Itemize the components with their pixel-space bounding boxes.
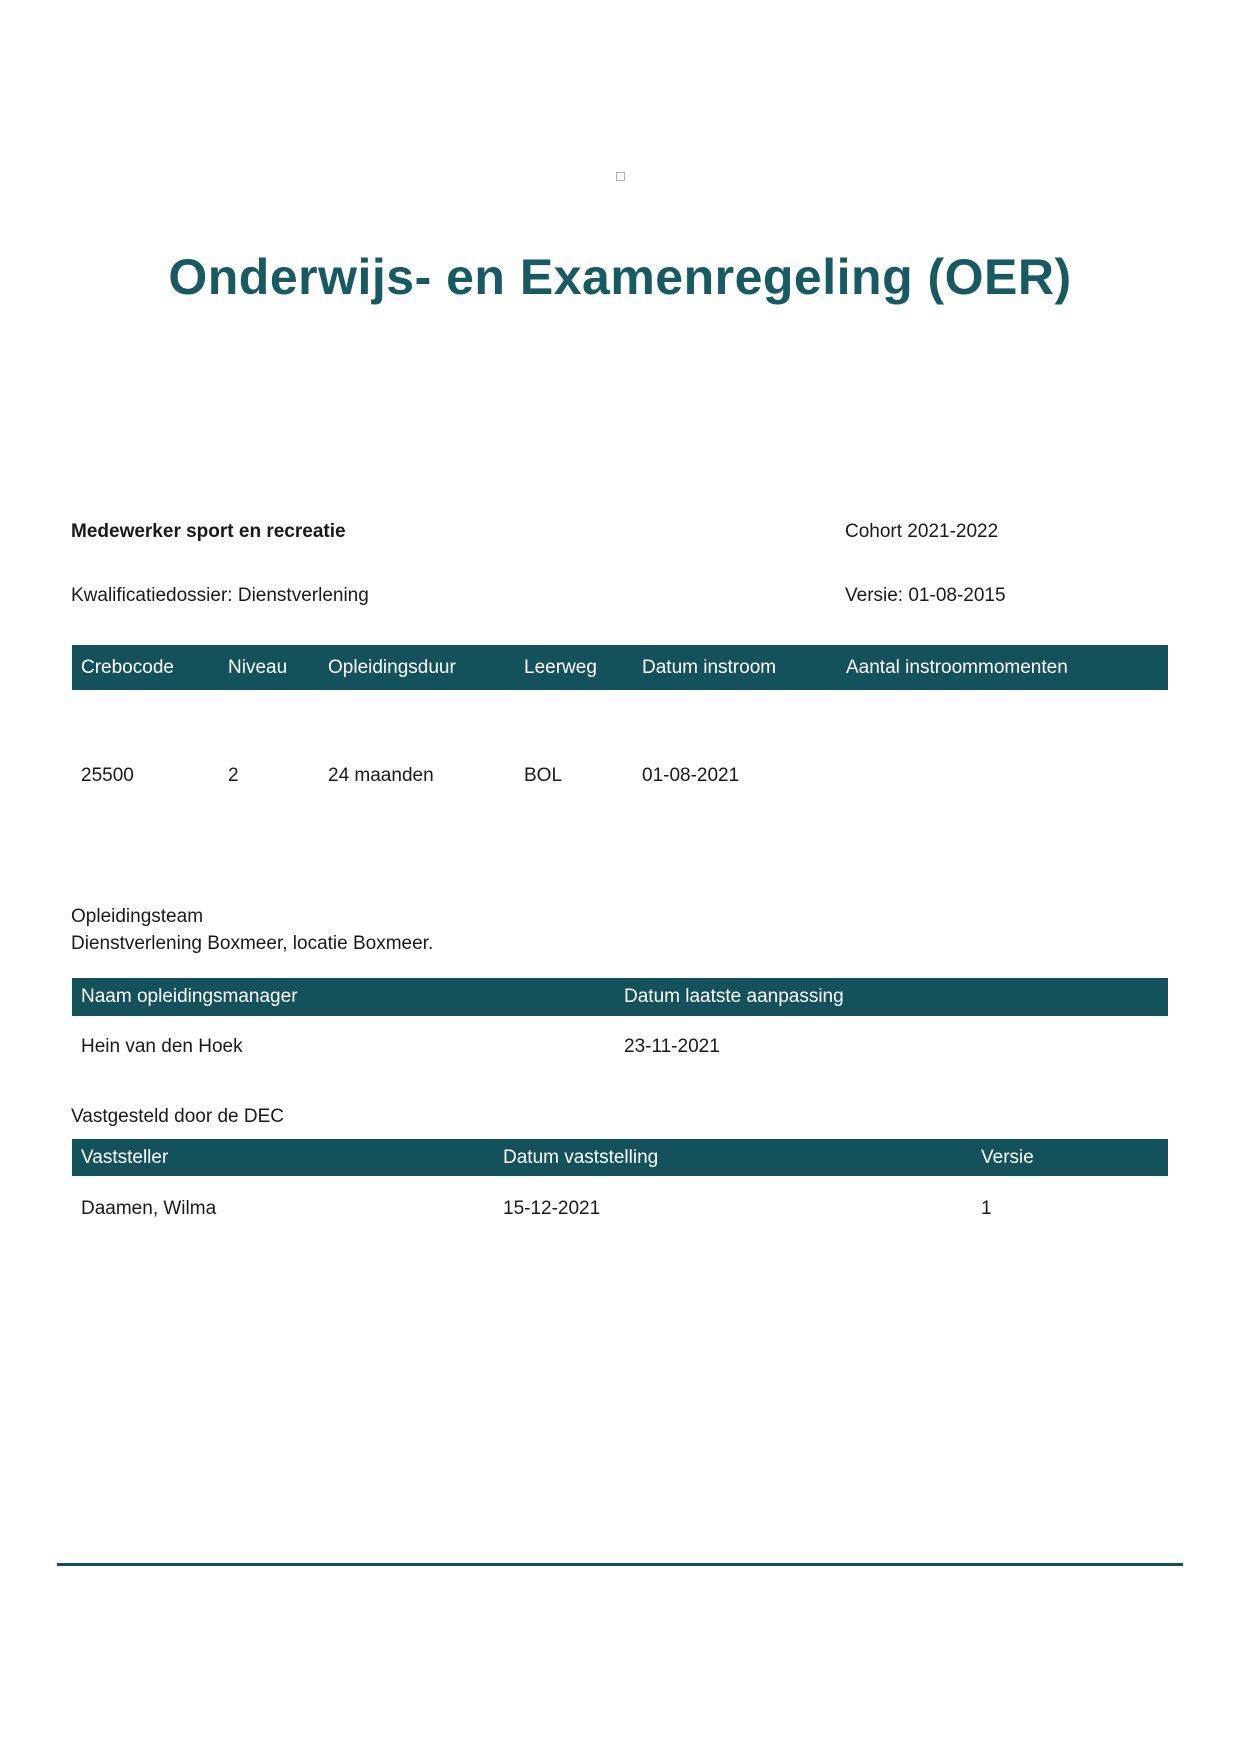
footer-divider	[57, 1563, 1183, 1566]
cell-aantal-instroommomenten	[837, 765, 1168, 787]
cell-datum-vaststelling: 15-12-2021	[503, 1198, 601, 1219]
cell-vaststeller: Daamen, Wilma	[81, 1198, 217, 1219]
cell-crebocode: 25500	[81, 765, 134, 786]
column-header-versie: Versie	[981, 1146, 1034, 1168]
cell-niveau: 2	[228, 765, 239, 786]
cohort-label: Cohort 2021-2022	[845, 521, 999, 542]
column-header-datum-instroom: Datum instroom	[642, 656, 777, 678]
column-header-aantal-instroommomenten: Aantal instroommomenten	[846, 656, 1068, 678]
team-subheading-line: Dienstverlening Boxmeer, locatie Boxmeer.	[71, 933, 434, 954]
team-table-row	[72, 1036, 1168, 1058]
cell-leerweg: BOL	[524, 765, 563, 786]
approval-table-header	[72, 1139, 1168, 1176]
qualification-label: Kwalificatiedossier: Dienstverlening	[71, 585, 369, 606]
column-header-datum-vaststelling: Datum vaststelling	[503, 1146, 659, 1168]
cell-versie: 1	[981, 1198, 992, 1219]
column-header-crebocode: Crebocode	[81, 656, 174, 678]
approval-table-row	[72, 1198, 1168, 1220]
version-label: Versie: 01-08-2015	[845, 585, 1006, 606]
program-name: Medewerker sport en recreatie	[71, 521, 346, 542]
cell-datum-laatste-aanpassing: 23-11-2021	[624, 1036, 720, 1057]
column-header-opleidingsduur: Opleidingsduur	[328, 656, 456, 678]
team-table-header	[72, 978, 1168, 1016]
cell-opleidingsduur: 24 maanden	[328, 765, 434, 786]
team-heading-line: Opleidingsteam	[71, 906, 204, 927]
cell-datum-instroom: 01-08-2021	[642, 765, 740, 786]
column-header-datum-laatste-aanpassing: Datum laatste aanpassing	[624, 986, 844, 1007]
program-table-row	[72, 765, 1168, 787]
column-header-leerweg: Leerweg	[524, 656, 597, 678]
column-header-naam-opleidingsmanager: Naam opleidingsmanager	[81, 986, 298, 1007]
column-header-vaststeller: Vaststeller	[81, 1146, 169, 1168]
broken-image-placeholder-icon	[616, 172, 625, 181]
program-table-header	[72, 645, 1168, 690]
approval-section-heading: Vastgesteld door de DEC	[71, 1106, 284, 1127]
page-title: Onderwijs- en Examenregeling (OER)	[168, 249, 1072, 305]
column-header-niveau: Niveau	[228, 656, 288, 678]
cell-naam-opleidingsmanager: Hein van den Hoek	[81, 1036, 243, 1057]
team-section-heading	[71, 903, 433, 957]
